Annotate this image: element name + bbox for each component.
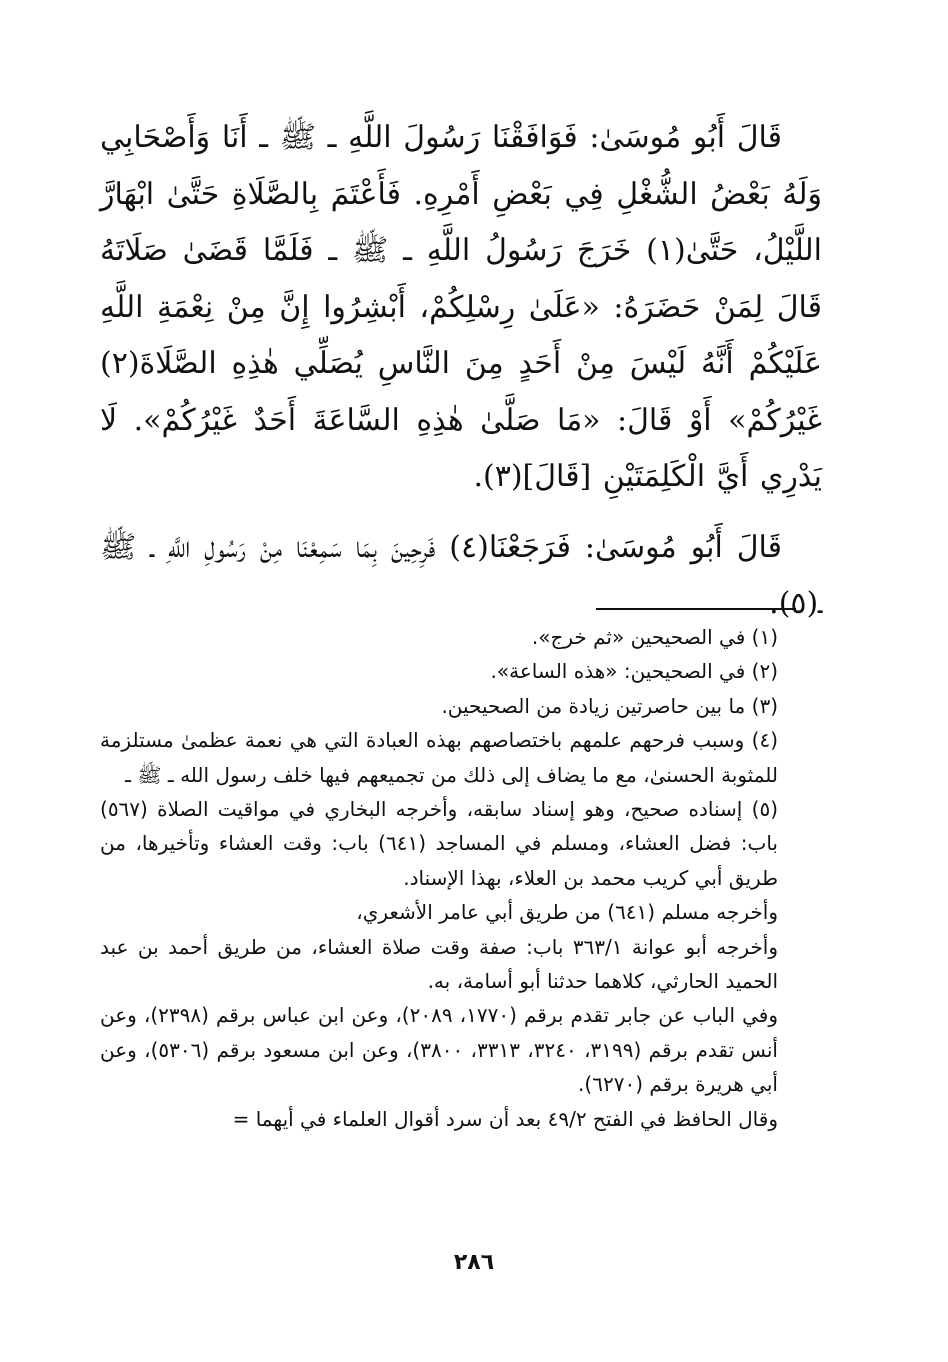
main-text [100, 110, 822, 633]
footnote-1: (١) في الصحيحين «ثم خرج». [531, 625, 778, 649]
footnote-5-continuation: وفي الباب عن جابر تقدم برقم (١٧٧٠، ٢٠٨٩)، وعن ابن عباس برقم (٢٣٩٨)، وعن أنس تقدم برقم (٣١٩٩، ٣٢٤٠، ٣٣١٣، ٣٨٠٠)، وعن ابن مسعود برقم (٥٣٠٦)، وعن أبي هريرة برقم (٦٢٧٠). [100, 1003, 779, 1097]
footnote-5-continuation: وأخرجه أبو عوانة ٣٦٣/١ باب: صفة وقت صلاة العشاء، من طريق أحمد بن عبد الحميد الحارثي، كلاهما حدثنا أبو أسامة، به. [100, 934, 779, 994]
footnotes [100, 620, 808, 1136]
footnote-5-continuation: وقال الحافظ في الفتح ٤٩/٢ بعد أن سرد أقوال العلماء في أيهما = [232, 1106, 778, 1131]
footnote-separator [596, 608, 796, 610]
footnote-4: (٤) وسبب فرحهم علمهم باختصاصهم بهذه العبادة التي هي نعمة عظمىٰ مستلزمة للمثوبة الحسنىٰ، مع ما يضاف إلى ذلك من تجميعهم فيها خلف رسول الله ـ ﷺ ـ [100, 728, 778, 787]
main-paragraph-text: قَالَ أَبُو مُوسَىٰ: فَوَافَقْنَا رَسُولَ اللَّهِ ـ ﷺ ـ أَنَا وَأَصْحَابِي وَلَهُ بَعْضُ الشُّغْلِ فِي بَعْضِ أَمْرِهِ. فَأَعْتَمَ بِالصَّلَاةِ حَتَّىٰ ابْهَارَّ اللَّيْلُ، حَتَّىٰ(١) خَرَجَ رَسُولُ اللَّهِ ـ ﷺ ـ فَلَمَّا قَضَىٰ صَلَاتَهُ قَالَ لِمَنْ حَضَرَهُ: «عَلَىٰ رِسْلِكُمْ، أَبْشِرُوا إِنَّ مِنْ نِعْمَةِ اللَّهِ عَلَيْكُمْ أَنَّهُ لَيْسَ مِنْ أَحَدٍ مِنَ النَّاسِ يُصَلِّي هٰذِهِ الصَّلَاةَ(٢) غَيْرُكُمْ» أَوْ قَالَ: «مَا صَلَّىٰ هٰذِهِ السَّاعَةَ أَحَدٌ غَيْرُكُمْ». لَا يَدْرِي أَيَّ الْكَلِمَتَيْنِ [قَالَ](٣). [100, 120, 822, 494]
footnote-5: (٥) إسناده صحيح، وهو إسناد سابقه، وأخرجه البخاري في مواقيت الصلاة (٥٦٧) باب: فضل العشاء، ومسلم في المساجد (٦٤١) باب: وقت العشاء وتأخيرها، من طريق أبي كريب محمد بن العلاء، بهذا الإسناد. [100, 797, 779, 890]
main-paragraph-text: قَالَ أَبُو مُوسَىٰ: فَرَجَعْنَا(٤) فَرِحِينَ بِمَا سَمِعْنَا مِنْ رَسُولِ اللَّهِ ـ ﷺ ـ(٥). [100, 529, 822, 621]
page-number: ٢٨٦ [453, 1250, 495, 1275]
footnote-3: (٣) ما بين حاصرتين زيادة من الصحيحين. [441, 693, 778, 718]
footnote-2: (٢) في الصحيحين: «هذه الساعة». [490, 659, 778, 684]
main-paragraph [100, 110, 822, 506]
main-paragraph [100, 520, 822, 633]
footnote-5-continuation: وأخرجه مسلم (٦٤١) من طريق أبي عامر الأشعري، [356, 900, 778, 925]
